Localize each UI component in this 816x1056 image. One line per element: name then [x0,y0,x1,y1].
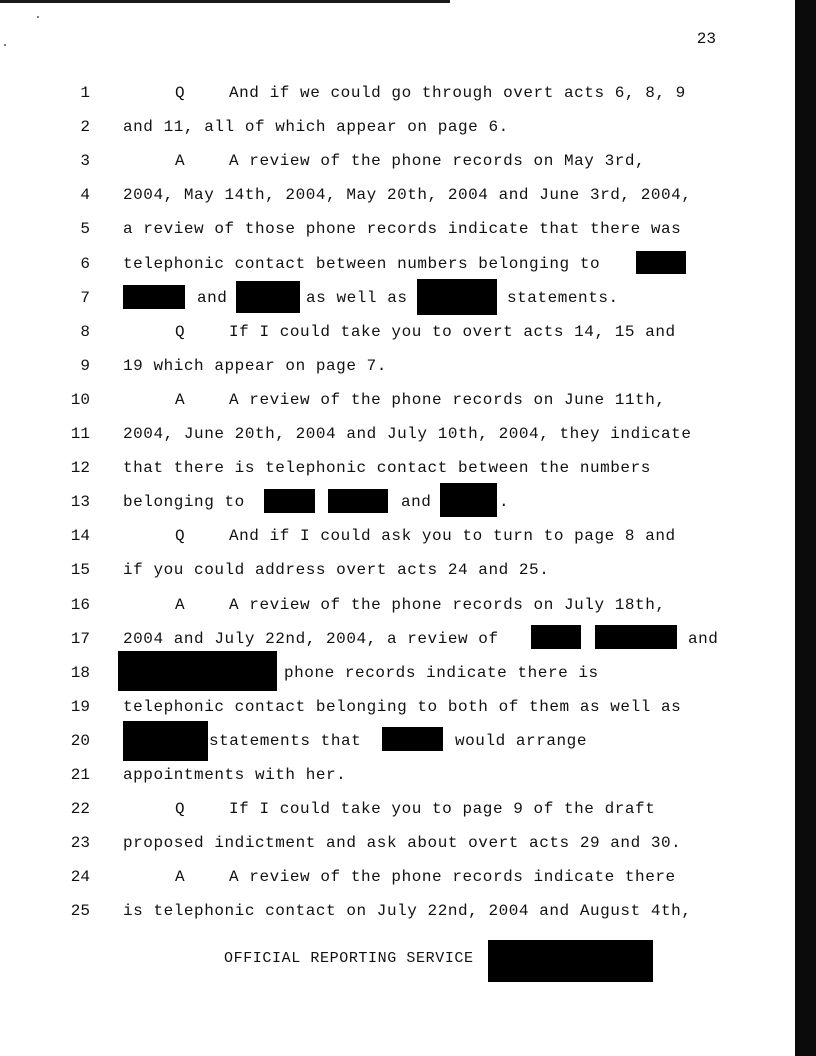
line-body: is telephonic contact on July 22nd, 2004 and August 4th, [123,902,692,921]
line-text [175,149,645,173]
transcript-line [0,865,795,889]
line-text [123,763,346,787]
transcript-line [0,388,795,412]
line-number: 16 [70,595,90,614]
line-text-segment: would arrange [455,731,587,750]
line-number: 8 [80,322,90,341]
transcript-line [0,354,795,378]
line-body: 2004, May 14th, 2004, May 20th, 2004 and June 3rd, 2004, [123,186,692,205]
redaction-box [328,489,388,513]
redaction-box [118,651,277,691]
transcript-line [0,217,795,241]
redaction-box [440,483,497,517]
line-text [175,797,655,821]
line-number: 3 [80,152,90,171]
line-text [123,831,681,855]
line-number: 9 [80,356,90,375]
line-body: telephonic contact between numbers belonging to [123,254,601,273]
line-number: 17 [70,629,90,648]
transcript-line [0,81,795,105]
line-number: 21 [70,766,90,784]
transcript-line [0,149,795,173]
transcript-line [0,763,795,787]
redaction-box [531,625,581,649]
line-body: a review of those phone records indicate that there was [123,220,682,239]
transcript-line [0,286,795,310]
redaction-box [382,727,443,751]
scan-speck [37,16,39,18]
transcript-line [0,593,795,617]
transcript-line [0,524,795,548]
line-body: If I could take you to overt acts 14, 15 and [229,322,676,341]
line-number: 25 [70,902,90,921]
line-text [123,695,681,719]
line-number: 2 [80,118,90,137]
line-text-segment: as well as [306,288,408,307]
line-text [123,217,681,241]
line-number: 19 [70,697,90,716]
line-text [123,558,549,582]
line-text-segment: . [499,493,510,512]
redaction-box [236,281,300,313]
line-text [175,320,676,344]
speaker-label: Q [175,322,186,341]
line-text-segment: and [401,493,432,512]
line-text [123,115,509,139]
line-number: 18 [70,663,90,682]
line-text [175,865,676,889]
line-body: if you could address overt acts 24 and 25. [123,561,550,580]
line-body: that there is telephonic contact between the numbers [123,459,651,478]
transcript-line [0,183,795,207]
transcript-line [0,422,795,446]
line-text-segment: phone records indicate there is [284,663,599,682]
transcript-line [0,558,795,582]
line-number: 6 [80,254,90,273]
transcript-line [0,456,795,480]
scan-top-edge [0,0,450,3]
redaction-box [264,489,315,513]
line-number: 23 [70,834,90,853]
line-body: And if I could ask you to turn to page 8 and [229,527,676,546]
speaker-label: A [175,390,186,409]
line-body: A review of the phone records indicate there [229,868,676,887]
line-number: 12 [70,459,90,478]
redaction-box [595,625,677,649]
line-text [123,899,692,923]
line-text-segment: statements that [209,731,362,750]
line-body: telephonic contact belonging to both of them as well as [123,697,682,716]
line-text [175,524,676,548]
line-number: 5 [80,220,90,239]
page-number: 23 [696,30,716,48]
line-text [175,388,666,412]
line-text [123,183,692,207]
line-number: 20 [70,731,90,750]
line-text [123,354,387,378]
speaker-label: Q [175,800,186,819]
line-text-segment: 2004 and July 22nd, 2004, a review of [123,629,499,648]
line-body: and 11, all of which appear on page 6. [123,118,509,137]
line-number: 13 [70,493,90,512]
line-body: 2004, June 20th, 2004 and July 10th, 2004, they indicate [123,425,692,443]
line-body: proposed indictment and ask about overt acts 29 and 30. [123,834,682,853]
scan-speck [4,44,6,46]
transcript-line [0,831,795,855]
transcript-line [0,320,795,344]
line-body: A review of the phone records on July 18th, [229,595,666,614]
line-text-segment: statements. [507,288,619,307]
transcript-line [0,899,795,923]
redaction-box [636,251,686,274]
transcript-line [0,695,795,719]
line-text [175,593,666,617]
line-text [123,252,600,276]
redaction-box [123,285,185,309]
line-number: 10 [70,390,90,409]
line-body: 19 which appear on page 7. [123,356,387,375]
line-body: A review of the phone records on June 11th, [229,390,666,409]
line-number: 1 [80,84,90,102]
speaker-label: Q [175,84,186,102]
line-body: If I could take you to page 9 of the draft [229,800,656,819]
line-text [175,81,686,105]
line-number: 4 [80,186,90,205]
scan-right-edge [795,0,816,1056]
transcript-line [0,490,795,514]
line-body: appointments with her. [123,766,347,784]
speaker-label: A [175,152,186,171]
line-body: And if we could go through overt acts 6, 8, 9 [229,84,686,102]
transcript-line [0,115,795,139]
line-number: 7 [80,288,90,307]
line-text-segment: and [688,629,719,648]
line-text-segment: belonging to [123,493,245,512]
redaction-box [417,279,497,315]
redaction-box [123,721,208,761]
footer-redaction [488,940,653,982]
line-number: 11 [70,425,90,443]
speaker-label: A [175,868,186,887]
line-number: 24 [70,868,90,887]
line-body: A review of the phone records on May 3rd, [229,152,646,171]
line-number: 22 [70,800,90,819]
line-text [123,422,692,446]
footer-label: OFFICIAL REPORTING SERVICE [224,950,474,967]
speaker-label: Q [175,527,186,546]
line-text-segment: and [197,288,228,307]
line-number: 15 [70,561,90,580]
line-number: 14 [70,527,90,546]
transcript-line [0,797,795,821]
speaker-label: A [175,595,186,614]
line-text [123,456,651,480]
